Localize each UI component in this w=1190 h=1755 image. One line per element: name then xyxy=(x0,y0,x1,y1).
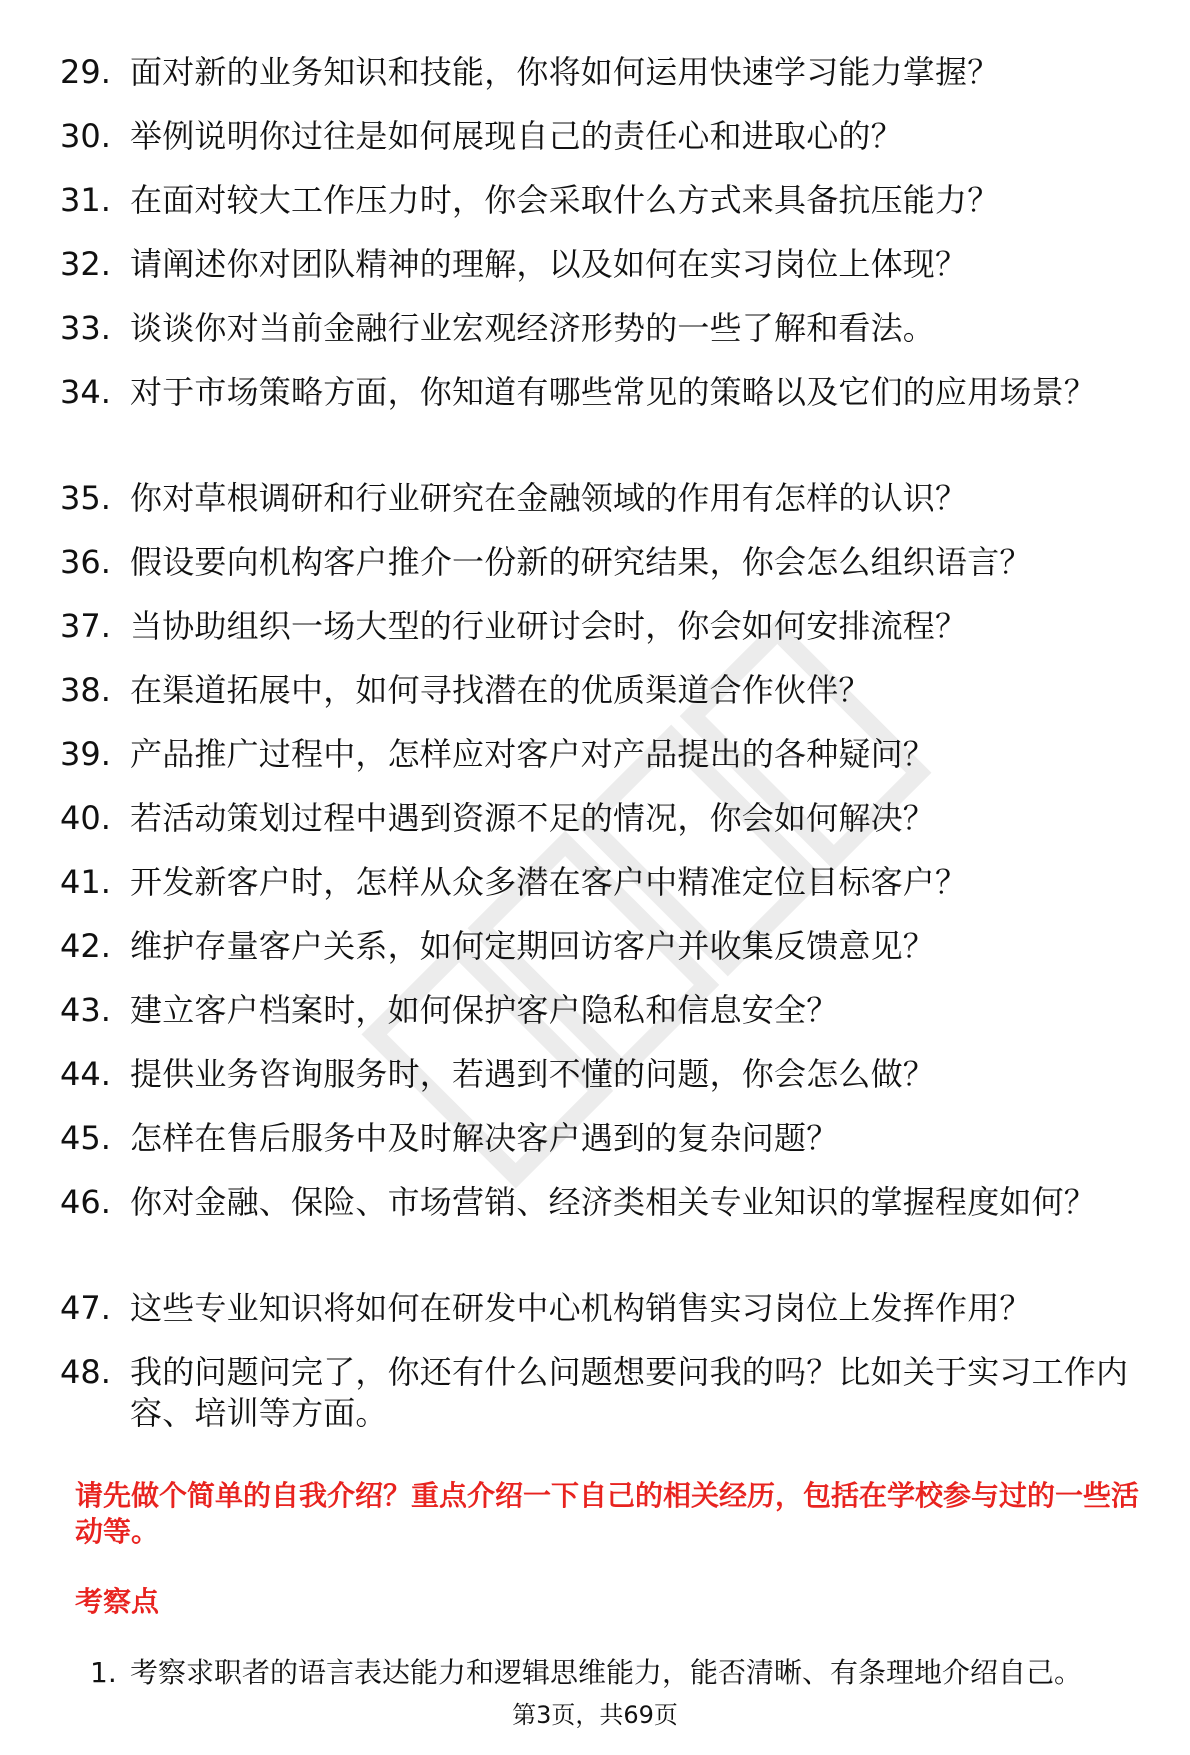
question-item xyxy=(60,670,1160,734)
question-number: 39. xyxy=(60,735,111,773)
question-item xyxy=(60,308,1160,372)
question-text: 你对金融、保险、市场营销、经济类相关专业知识的掌握程度如何？ xyxy=(130,1183,1097,1221)
question-number: 46. xyxy=(60,1183,111,1221)
question-text: 面对新的业务知识和技能，你将如何运用快速学习能力掌握？ xyxy=(130,53,1000,91)
question-text: 当协助组织一场大型的行业研讨会时，你会如何安排流程？ xyxy=(130,607,968,645)
question-text: 这些专业知识将如何在研发中心机构销售实习岗位上发挥作用？ xyxy=(130,1289,1032,1327)
question-text: 在面对较大工作压力时，你会采取什么方式来具备抗压能力？ xyxy=(130,181,1000,219)
question-item xyxy=(60,244,1160,308)
point-number: 1. xyxy=(90,1656,117,1689)
question-number: 30. xyxy=(60,117,111,155)
question-item xyxy=(60,542,1160,606)
question-text: 怎样在售后服务中及时解决客户遇到的复杂问题？ xyxy=(130,1119,839,1157)
question-number: 38. xyxy=(60,671,111,709)
question-item xyxy=(60,1118,1160,1182)
assessment-point xyxy=(90,1655,1170,1691)
question-number: 43. xyxy=(60,991,111,1029)
question-text: 我的问题问完了，你还有什么问题想要问我的吗？比如关于实习工作内容、培训等方面。 xyxy=(130,1353,1129,1432)
point-text: 考察求职者的语言表达能力和逻辑思维能力，能否清晰、有条理地介绍自己。 xyxy=(130,1656,1083,1689)
question-number: 47. xyxy=(60,1289,111,1327)
question-text: 你对草根调研和行业研究在金融领域的作用有怎样的认识？ xyxy=(130,479,968,517)
question-item xyxy=(60,734,1160,798)
question-number: 42. xyxy=(60,927,111,965)
question-item xyxy=(60,1352,1160,1458)
question-text: 谈谈你对当前金融行业宏观经济形势的一些了解和看法。 xyxy=(130,309,936,347)
question-item xyxy=(60,862,1160,926)
question-text: 建立客户档案时，如何保护客户隐私和信息安全？ xyxy=(130,991,839,1029)
question-item xyxy=(60,1182,1160,1288)
question-number: 31. xyxy=(60,181,111,219)
section-heading: 请先做个简单的自我介绍？重点介绍一下自己的相关经历，包括在学校参与过的一些活动等。 xyxy=(75,1479,1140,1548)
question-number: 35. xyxy=(60,479,111,517)
question-text: 假设要向机构客户推介一份新的研究结果，你会怎么组织语言？ xyxy=(130,543,1032,581)
question-item xyxy=(60,478,1160,542)
question-text: 产品推广过程中，怎样应对客户对产品提出的各种疑问？ xyxy=(130,735,936,773)
question-number: 40. xyxy=(60,799,111,837)
question-number: 32. xyxy=(60,245,111,283)
question-list xyxy=(60,52,1160,1458)
page-number-footer: 第3页，共69页 xyxy=(512,1701,678,1729)
question-text: 在渠道拓展中，如何寻找潜在的优质渠道合作伙伴？ xyxy=(130,671,871,709)
question-item xyxy=(60,926,1160,990)
question-item xyxy=(60,180,1160,244)
question-item xyxy=(60,372,1160,478)
question-text: 提供业务咨询服务时，若遇到不懂的问题，你会怎么做？ xyxy=(130,1055,936,1093)
question-text: 维护存量客户关系，如何定期回访客户并收集反馈意见？ xyxy=(130,927,936,965)
question-text: 对于市场策略方面，你知道有哪些常见的策略以及它们的应用场景？ xyxy=(130,373,1097,411)
question-item xyxy=(60,116,1160,180)
question-number: 44. xyxy=(60,1055,111,1093)
question-text: 请阐述你对团队精神的理解，以及如何在实习岗位上体现？ xyxy=(130,245,968,283)
question-item xyxy=(60,52,1160,116)
question-number: 41. xyxy=(60,863,111,901)
question-number: 36. xyxy=(60,543,111,581)
question-text: 举例说明你过往是如何展现自己的责任心和进取心的？ xyxy=(130,117,903,155)
question-item xyxy=(60,1054,1160,1118)
question-item xyxy=(60,606,1160,670)
question-number: 33. xyxy=(60,309,111,347)
question-number: 34. xyxy=(60,373,111,411)
question-number: 48. xyxy=(60,1353,111,1391)
question-item xyxy=(60,1288,1160,1352)
question-text: 若活动策划过程中遇到资源不足的情况，你会如何解决？ xyxy=(130,799,936,837)
question-number: 45. xyxy=(60,1119,111,1157)
section-subheading: 考察点 xyxy=(75,1585,160,1618)
question-item xyxy=(60,990,1160,1054)
question-item xyxy=(60,798,1160,862)
question-number: 29. xyxy=(60,53,111,91)
question-text: 开发新客户时，怎样从众多潜在客户中精准定位目标客户？ xyxy=(130,863,968,901)
question-number: 37. xyxy=(60,607,111,645)
